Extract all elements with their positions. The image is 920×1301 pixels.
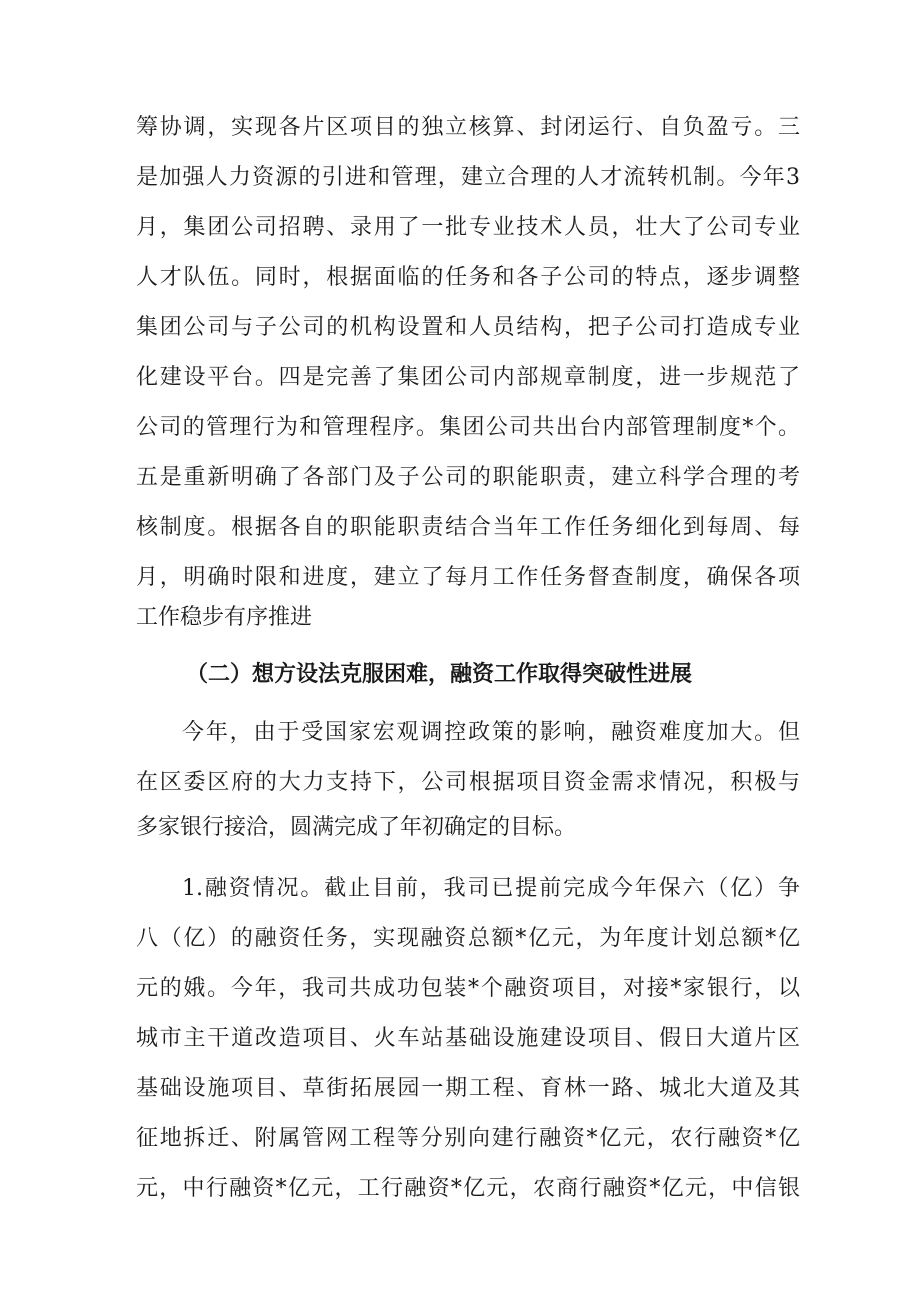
paragraph-line: 公司的管理行为和管理程序。集团公司共出台内部管理制度*个。: [136, 415, 800, 440]
paragraph-line: 月，集团公司招聘、录用了一批专业技术人员，壮大了公司专业: [136, 215, 800, 240]
paragraph-line: 核制度。根据各自的职能职责结合当年工作任务细化到每周、每: [136, 515, 800, 540]
paragraph-line: 集团公司与子公司的机构设置和人员结构，把子公司打造成专业: [136, 315, 800, 340]
paragraph-line: 八（亿）的融资任务，实现融资总额*亿元，为年度计划总额*亿: [136, 926, 800, 951]
paragraph-line: 元，中行融资*亿元，工行融资*亿元，农商行融资*亿元，中信银: [136, 1176, 800, 1201]
paragraph-line: 筹协调，实现各片区项目的独立核算、封闭运行、自负盈亏。三: [136, 115, 800, 140]
paragraph-line: 元的娥。今年，我司共成功包装*个融资项目，对接*家银行，以: [136, 976, 800, 1001]
paragraph-line: 多家银行接洽，圆满完成了年初确定的目标。: [136, 815, 577, 840]
paragraph-line: 化建设平台。四是完善了集团公司内部规章制度，进一步规范了: [136, 365, 800, 390]
paragraph-line: 1.融资情况。截止目前，我司已提前完成今年保六（亿）争: [182, 876, 800, 901]
paragraph-line: 征地拆迁、附属管网工程等分别向建行融资*亿元，农行融资*亿: [136, 1126, 800, 1151]
section-heading: （二）想方设法克服困难，融资工作取得突破性进展: [186, 661, 693, 687]
paragraph-line: 今年，由于受国家宏观调控政策的影响，融资难度加大。但: [182, 720, 800, 745]
paragraph-line: 是加强人力资源的引进和管理，建立合理的人才流转机制。今年3: [136, 165, 800, 190]
paragraph-line: 在区委区府的大力支持下，公司根据项目资金需求情况，积极与: [136, 770, 800, 795]
paragraph-line: 工作稳步有序推进: [136, 605, 313, 630]
paragraph-line: 月，明确时限和进度，建立了每月工作任务督查制度，确保各项: [136, 565, 800, 590]
paragraph-line: 基础设施项目、草街拓展园一期工程、育林一路、城北大道及其: [136, 1076, 800, 1101]
paragraph-line: 人才队伍。同时，根据面临的任务和各子公司的特点，逐步调整: [136, 265, 800, 290]
paragraph-line: 五是重新明确了各部门及子公司的职能职责，建立科学合理的考: [136, 465, 800, 490]
paragraph-line: 城市主干道改造项目、火车站基础设施建设项目、假日大道片区: [136, 1026, 800, 1051]
